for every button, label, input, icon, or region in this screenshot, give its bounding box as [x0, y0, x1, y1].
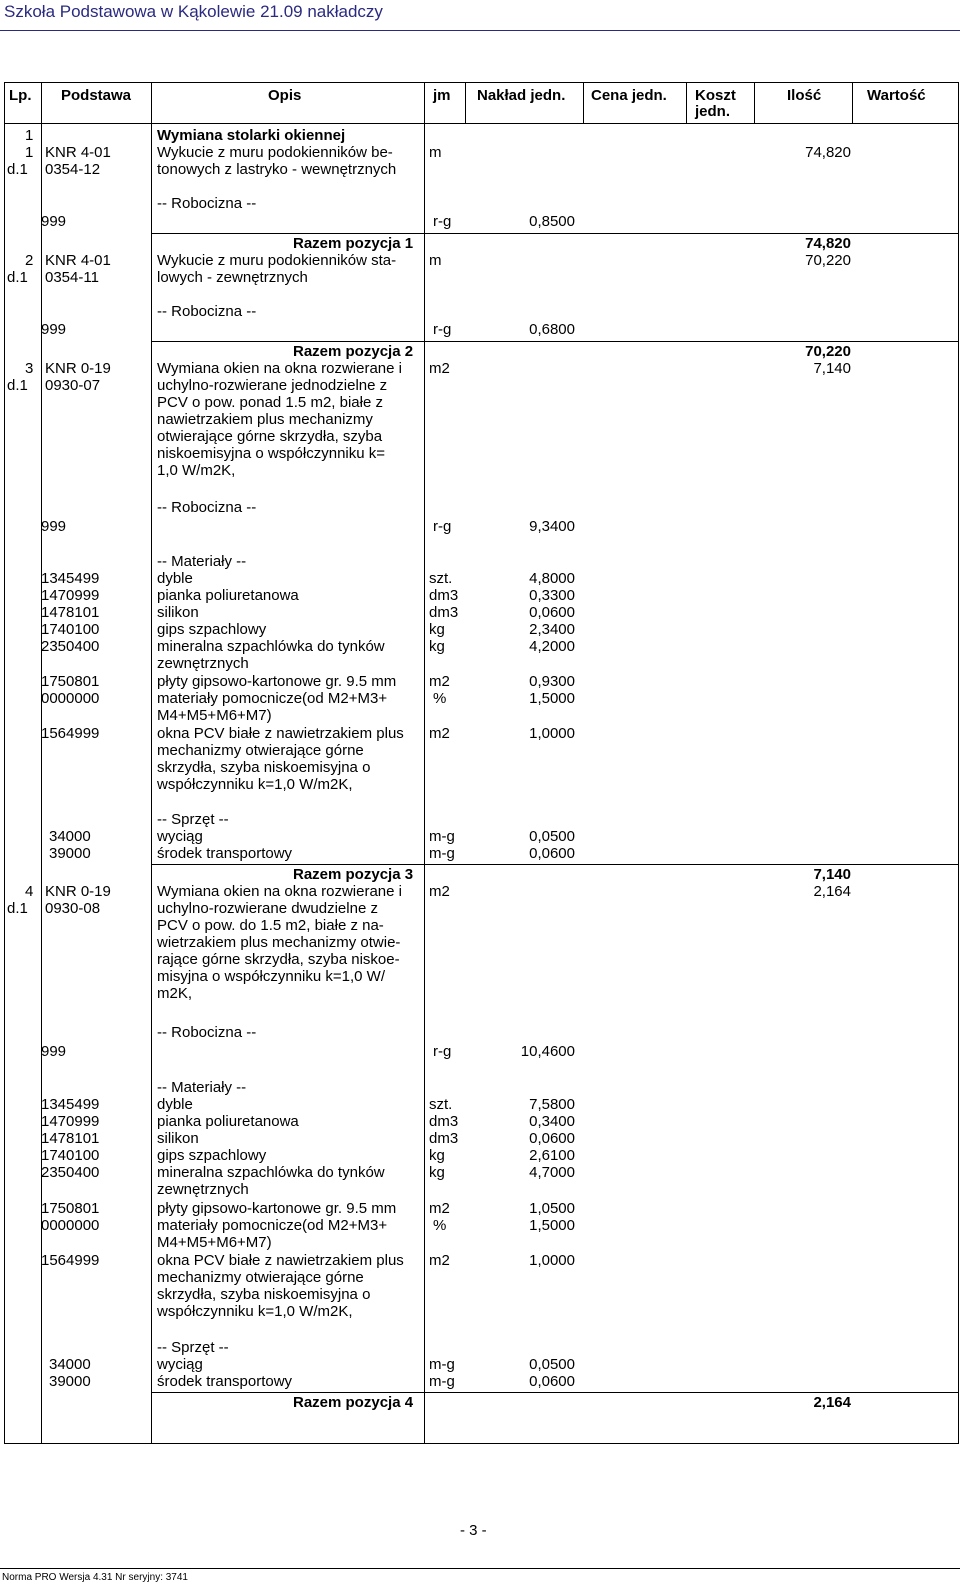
col-jm: jm: [433, 87, 451, 104]
position-description: lowych - zewnętrznych: [157, 269, 308, 286]
equipment-description: wyciąg: [157, 1356, 203, 1373]
position-description: PCV o pow. ponad 1.5 m2, białe z: [157, 394, 383, 411]
material-description: skrzydła, szyba niskoemisyjna o: [157, 1286, 371, 1303]
material-unit: dm3: [429, 1130, 459, 1147]
page-number: - 3 -: [460, 1522, 487, 1539]
material-value: 0,0600: [529, 1130, 575, 1147]
subtotal-label: Razem pozycja 4: [293, 1394, 414, 1411]
material-unit: kg: [429, 638, 445, 655]
subtotal-label: Razem pozycja 3: [293, 866, 414, 883]
page-title: Szkoła Podstawowa w Kąkolewie 21.09 nakładczy: [4, 2, 383, 21]
material-description: mineralna szpachlówka do tynków: [157, 638, 385, 655]
material-description: M4+M5+M6+M7): [157, 1234, 272, 1251]
position-description: Wymiana okien na okna rozwierane i: [157, 360, 402, 377]
position-number: 2: [25, 252, 34, 269]
material-description: okna PCV białe z nawietrzakiem plus: [157, 725, 404, 742]
subtotal-value: 7,140: [813, 866, 851, 883]
header-rule: [0, 30, 960, 31]
material-description: płyty gipsowo-kartonowe gr. 9.5 mm: [157, 673, 397, 690]
position-description: tonowych z lastryko - wewnętrznych: [157, 161, 397, 178]
position-subnumber: d.1: [7, 269, 28, 286]
material-code: 2350400: [41, 1164, 100, 1181]
equipment-value: 0,0600: [529, 845, 575, 862]
material-description: współczynniku k=1,0 W/m2K,: [157, 1303, 353, 1320]
labour-unit: r-g: [433, 1043, 452, 1060]
position-description: misyjna o współczynniku k=1,0 W/: [157, 968, 386, 985]
position-subnumber: d.1: [7, 900, 28, 917]
equipment-value: 0,0500: [529, 1356, 575, 1373]
equipment-value: 0,0500: [529, 828, 575, 845]
subtotal-divider: [151, 341, 958, 342]
material-value: 4,2000: [529, 638, 575, 655]
equipment-unit: m-g: [429, 845, 455, 862]
equipment-description: środek transportowy: [157, 1373, 293, 1390]
material-unit: dm3: [429, 587, 459, 604]
position-quantity: 70,220: [805, 252, 851, 269]
material-description: mineralna szpachlówka do tynków: [157, 1164, 385, 1181]
position-quantity: 7,140: [813, 360, 851, 377]
subtotal-value: 74,820: [805, 235, 851, 252]
col-koszt-unit: jedn.: [695, 103, 731, 120]
labour-unit: r-g: [433, 213, 452, 230]
subtotal-divider: [151, 864, 958, 865]
material-unit: szt.: [429, 570, 453, 587]
col-opis: Opis: [268, 87, 302, 104]
material-value: 1,0000: [529, 1252, 575, 1269]
labour-heading: -- Robocizna --: [157, 1024, 257, 1041]
material-description: mechanizmy otwierające górne: [157, 742, 364, 759]
material-value: 1,0000: [529, 725, 575, 742]
material-description: gips szpachlowy: [157, 621, 267, 638]
position-number: 4: [25, 883, 34, 900]
material-description: materiały pomocnicze(od M2+M3+: [157, 690, 388, 707]
materials-heading: -- Materiały --: [157, 1079, 247, 1096]
column-divider: [465, 83, 466, 123]
column-divider: [41, 83, 42, 1443]
labour-value: 0,8500: [529, 213, 575, 230]
position-description: 1,0 W/m2K,: [157, 462, 236, 479]
column-divider: [151, 83, 152, 1443]
position-unit: m: [429, 252, 442, 269]
basis-code: KNR 4-01: [45, 252, 111, 269]
labour-unit: r-g: [433, 321, 452, 338]
material-unit: m2: [429, 1200, 450, 1217]
material-value: 2,6100: [529, 1147, 575, 1164]
basis-code: 0354-11: [45, 269, 99, 286]
material-code: 0000000: [41, 690, 100, 707]
material-value: 2,3400: [529, 621, 575, 638]
equipment-heading: -- Sprzęt --: [157, 811, 229, 828]
position-unit: m: [429, 144, 442, 161]
position-description: wietrzakiem plus mechanizmy otwie-: [157, 934, 401, 951]
position-description: Wykucie z muru podokienników sta-: [157, 252, 397, 269]
header-divider: [5, 123, 958, 124]
position-number: 1: [25, 144, 34, 161]
equipment-code: 39000: [49, 1373, 91, 1390]
material-unit: dm3: [429, 604, 459, 621]
material-code: 2350400: [41, 638, 100, 655]
material-code: 1470999: [41, 587, 100, 604]
labour-heading: -- Robocizna --: [157, 195, 257, 212]
subtotal-value: 2,164: [813, 1394, 851, 1411]
material-code: 1740100: [41, 1147, 100, 1164]
basis-code: KNR 4-01: [45, 144, 111, 161]
labour-code: 999: [41, 518, 67, 535]
cost-estimate-table: [4, 82, 959, 1444]
equipment-unit: m-g: [429, 1373, 455, 1390]
equipment-code: 34000: [49, 828, 91, 845]
subtotal-label: Razem pozycja 1: [293, 235, 414, 252]
basis-code: 0930-07: [45, 377, 101, 394]
position-description: Wykucie z muru podokienników be-: [157, 144, 393, 161]
position-subnumber: d.1: [7, 377, 28, 394]
material-unit: m2: [429, 1252, 450, 1269]
position-description: nawietrzakiem plus mechanizmy: [157, 411, 373, 428]
material-value: 0,3400: [529, 1113, 575, 1130]
position-quantity: 2,164: [813, 883, 851, 900]
position-description: rające górne skrzydła, szyba niskoe-: [157, 951, 400, 968]
col-koszt: Koszt: [695, 87, 736, 104]
position-subnumber: d.1: [7, 161, 28, 178]
subtotal-divider: [151, 233, 958, 234]
footer-rule: [0, 1568, 960, 1569]
section-number: 1: [25, 127, 34, 144]
material-value: 0,9300: [529, 673, 575, 690]
labour-value: 10,4600: [520, 1043, 575, 1060]
labour-value: 9,3400: [529, 518, 575, 535]
material-description: dyble: [157, 570, 193, 587]
material-description: płyty gipsowo-kartonowe gr. 9.5 mm: [157, 1200, 397, 1217]
col-lp: Lp.: [9, 87, 32, 104]
column-divider: [754, 83, 755, 123]
material-code: 1478101: [41, 1130, 100, 1147]
material-description: dyble: [157, 1096, 193, 1113]
material-unit: kg: [429, 621, 445, 638]
column-divider: [852, 83, 853, 123]
material-value: 4,7000: [529, 1164, 575, 1181]
equipment-description: środek transportowy: [157, 845, 293, 862]
equipment-code: 39000: [49, 845, 91, 862]
position-description: PCV o pow. do 1.5 m2, białe z na-: [157, 917, 384, 934]
material-unit: %: [433, 1217, 447, 1234]
material-code: 0000000: [41, 1217, 100, 1234]
material-description: pianka poliuretanowa: [157, 587, 299, 604]
position-unit: m2: [429, 360, 450, 377]
labour-code: 999: [41, 321, 67, 338]
subtotal-label: Razem pozycja 2: [293, 343, 414, 360]
material-unit: %: [433, 690, 447, 707]
material-description: M4+M5+M6+M7): [157, 707, 272, 724]
material-description: okna PCV białe z nawietrzakiem plus: [157, 1252, 404, 1269]
material-code: 1750801: [41, 1200, 100, 1217]
basis-code: 0354-12: [45, 161, 101, 178]
material-value: 4,8000: [529, 570, 575, 587]
material-unit: m2: [429, 725, 450, 742]
equipment-code: 34000: [49, 1356, 91, 1373]
material-unit: kg: [429, 1164, 445, 1181]
equipment-unit: m-g: [429, 1356, 455, 1373]
material-code: 1478101: [41, 604, 100, 621]
material-code: 1740100: [41, 621, 100, 638]
labour-code: 999: [41, 1043, 67, 1060]
material-unit: szt.: [429, 1096, 453, 1113]
position-description: Wymiana okien na okna rozwierane i: [157, 883, 402, 900]
labour-value: 0,6800: [529, 321, 575, 338]
column-divider: [583, 83, 584, 123]
material-unit: m2: [429, 673, 450, 690]
material-description: silikon: [157, 1130, 199, 1147]
material-description: mechanizmy otwierające górne: [157, 1269, 364, 1286]
material-value: 1,5000: [529, 1217, 575, 1234]
labour-code: 999: [41, 213, 67, 230]
subtotal-value: 70,220: [805, 343, 851, 360]
basis-code: KNR 0-19: [45, 883, 111, 900]
material-code: 1750801: [41, 673, 100, 690]
material-description: skrzydła, szyba niskoemisyjna o: [157, 759, 371, 776]
material-description: pianka poliuretanowa: [157, 1113, 299, 1130]
section-title: Wymiana stolarki okiennej: [157, 127, 346, 144]
subtotal-divider: [151, 1392, 958, 1393]
material-description: zewnętrznych: [157, 1181, 249, 1198]
material-code: 1564999: [41, 725, 100, 742]
material-description: współczynniku k=1,0 W/m2K,: [157, 776, 353, 793]
material-code: 1345499: [41, 1096, 100, 1113]
equipment-description: wyciąg: [157, 828, 203, 845]
col-cena: Cena jedn.: [591, 87, 667, 104]
labour-heading: -- Robocizna --: [157, 303, 257, 320]
materials-heading: -- Materiały --: [157, 553, 247, 570]
basis-code: KNR 0-19: [45, 360, 111, 377]
col-naklad: Nakład jedn.: [477, 87, 566, 104]
material-unit: kg: [429, 1147, 445, 1164]
material-value: 0,3300: [529, 587, 575, 604]
position-number: 3: [25, 360, 34, 377]
col-wartosc: Wartość: [867, 87, 926, 104]
equipment-heading: -- Sprzęt --: [157, 1339, 229, 1356]
basis-code: 0930-08: [45, 900, 101, 917]
material-value: 0,0600: [529, 604, 575, 621]
material-code: 1345499: [41, 570, 100, 587]
labour-heading: -- Robocizna --: [157, 499, 257, 516]
position-description: uchylno-rozwierane jednodzielne z: [157, 377, 388, 394]
footer-text: Norma PRO Wersja 4.31 Nr seryjny: 3741: [2, 1572, 188, 1583]
position-description: otwierające górne skrzydła, szyba: [157, 428, 383, 445]
material-code: 1564999: [41, 1252, 100, 1269]
column-divider: [686, 83, 687, 123]
position-description: niskoemisyjna o współczynniku k=: [157, 445, 386, 462]
equipment-value: 0,0600: [529, 1373, 575, 1390]
material-unit: dm3: [429, 1113, 459, 1130]
material-value: 7,5800: [529, 1096, 575, 1113]
equipment-unit: m-g: [429, 828, 455, 845]
material-code: 1470999: [41, 1113, 100, 1130]
position-quantity: 74,820: [805, 144, 851, 161]
col-podstawa: Podstawa: [61, 87, 132, 104]
material-description: silikon: [157, 604, 199, 621]
col-ilosc: Ilość: [787, 87, 822, 104]
material-description: gips szpachlowy: [157, 1147, 267, 1164]
material-description: materiały pomocnicze(od M2+M3+: [157, 1217, 388, 1234]
position-unit: m2: [429, 883, 450, 900]
material-value: 1,0500: [529, 1200, 575, 1217]
material-description: zewnętrznych: [157, 655, 249, 672]
labour-unit: r-g: [433, 518, 452, 535]
position-description: uchylno-rozwierane dwudzielne z: [157, 900, 378, 917]
column-divider: [424, 83, 425, 1443]
position-description: m2K,: [157, 985, 193, 1002]
material-value: 1,5000: [529, 690, 575, 707]
